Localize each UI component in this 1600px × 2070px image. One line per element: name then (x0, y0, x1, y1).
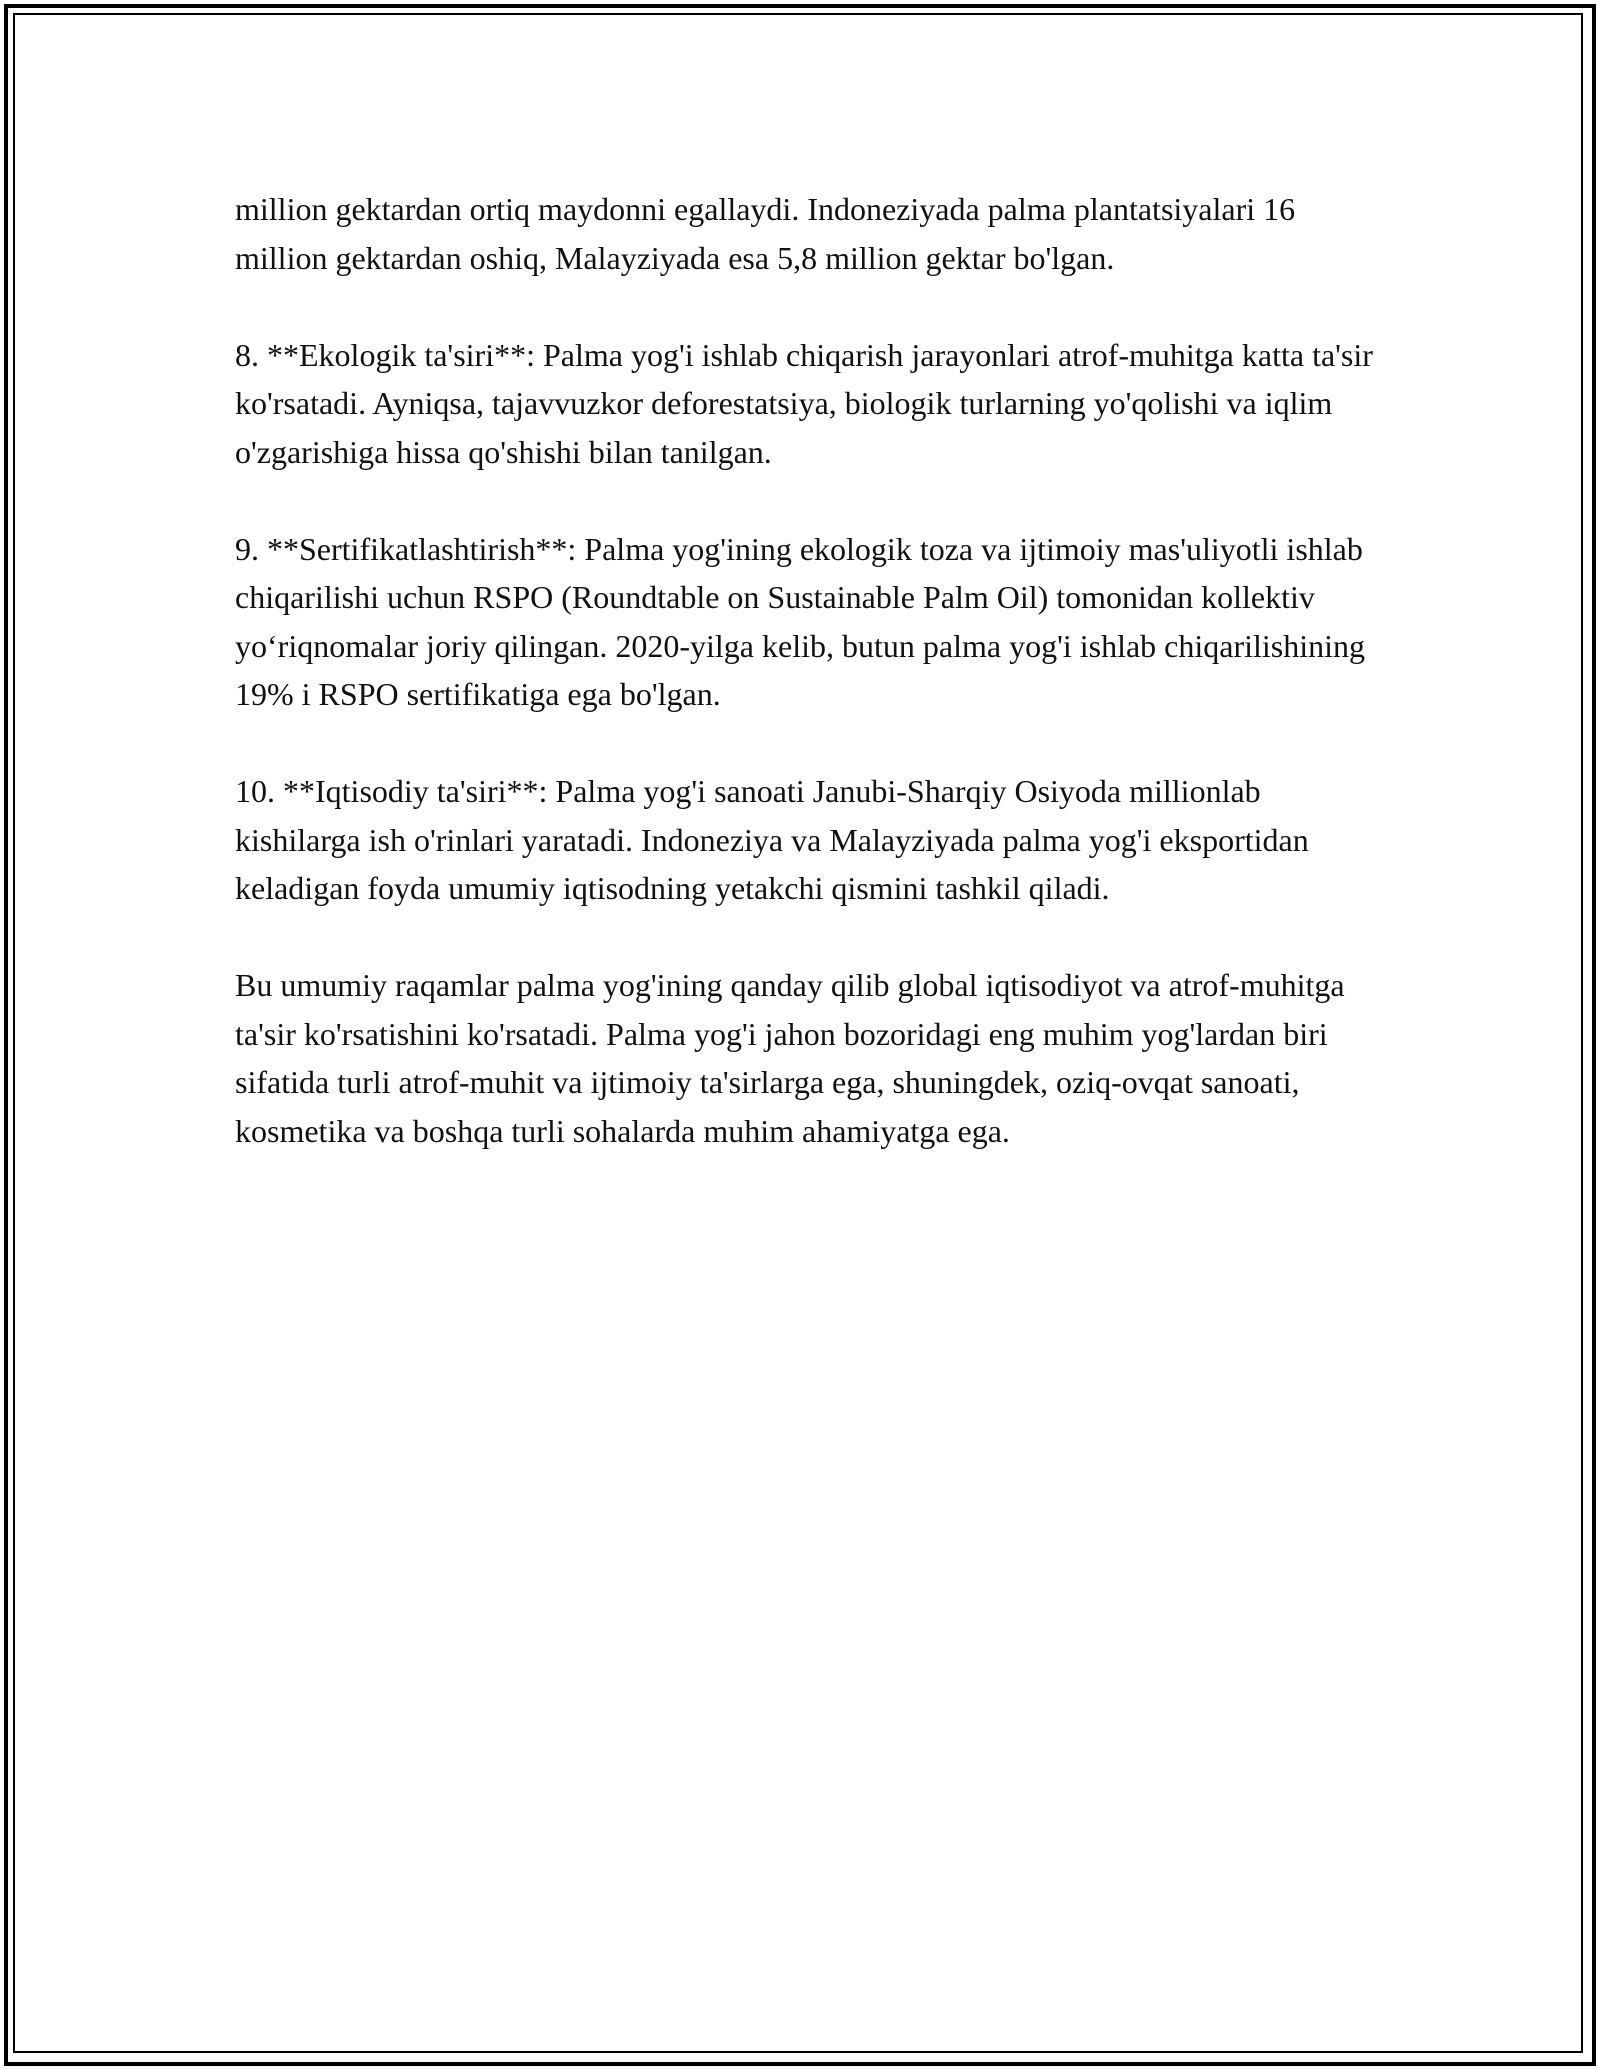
paragraph-economic-impact: 10. **Iqtisodiy ta'siri**: Palma yog'i sanoati Janubi-Sharqiy Osiyoda millionlab kishilarga ish o'rinlari yaratadi. Indoneziya va Malayziyada palma yog'i eksportidan keladigan foyda umumiy iqtisodning yetakchi qismini tashkil qiladi. (235, 773, 1309, 906)
document-body (235, 185, 1375, 1204)
paragraph-certification: 9. **Sertifikatlashtirish**: Palma yog'ining ekologik toza va ijtimoiy mas'uliyotli ishlab chiqarilishi uchun RSPO (Roundtable on Sustainable Palm Oil) tomonidan kollektiv yo‘riqnomalar joriy qilingan. 2020-yilga kelib, butun palma yog'i ishlab chiqarilishining 19% i RSPO sertifikatiga ega bo'lgan. (235, 530, 1366, 712)
paragraph-continued-area: million gektardan ortiq maydonni egallaydi. Indoneziyada palma plantatsiyalari 16 million gektardan oshiq, Malayziyada esa 5,8 million gektar bo'lgan. (235, 191, 1296, 276)
paragraph-ecological-impact: 8. **Ekologik ta'siri**: Palma yog'i ishlab chiqarish jarayonlari atrof-muhitga katta ta'sir ko'rsatadi. Ayniqsa, tajavvuzkor deforestatsiya, biologik turlarning yo'qolishi va iqlim o'zgarishiga hissa qo'shishi bilan tanilgan. (235, 336, 1373, 470)
paragraph-conclusion: Bu umumiy raqamlar palma yog'ining qanday qilib global iqtisodiyot va atrof-muhitga ta'sir ko'rsatishini ko'rsatadi. Palma yog'i jahon bozoridagi eng muhim yog'lardan biri sifatida turli atrof-muhit va ijtimoiy ta'sirlarga ega, shuningdek, oziq-ovqat sanoati, kosmetika va boshqa turli sohalarda muhim ahamiyatga ega. (235, 967, 1345, 1149)
